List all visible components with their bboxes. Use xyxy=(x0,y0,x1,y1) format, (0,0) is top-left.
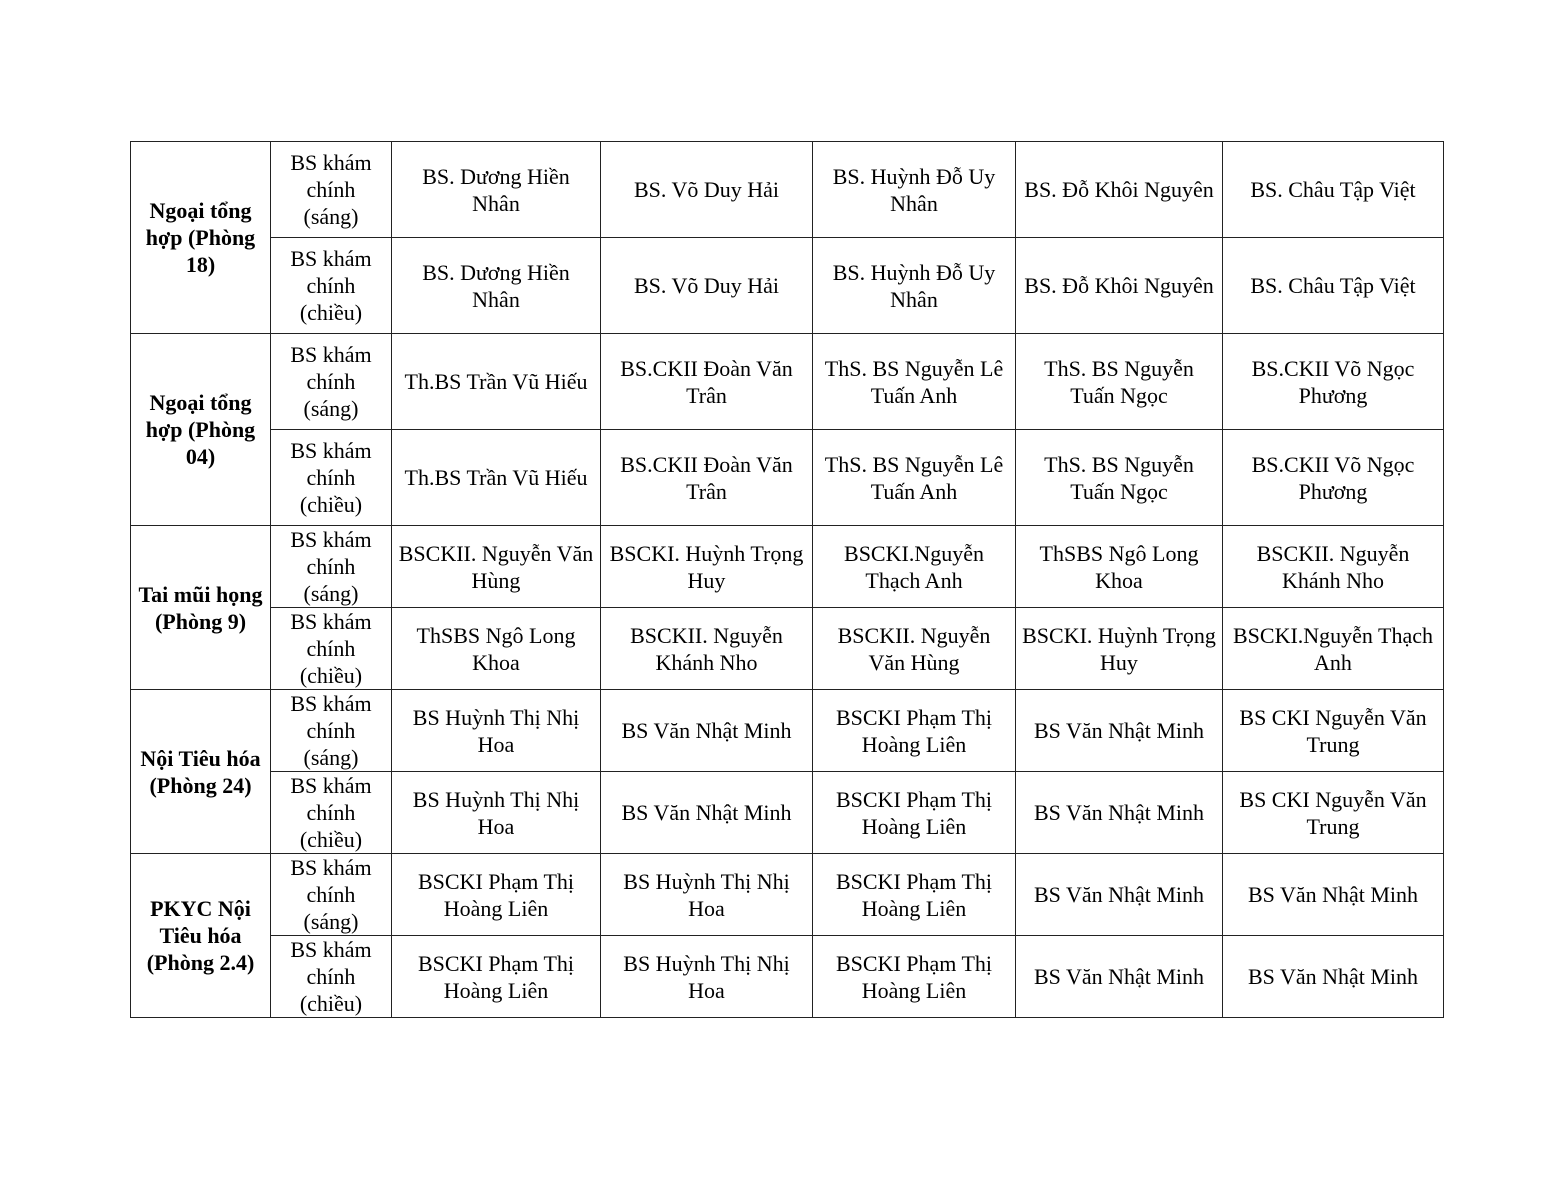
doctor-cell: ThS. BS Nguyễn Lê Tuấn Anh xyxy=(813,334,1016,430)
department-cell: Ngoại tổng hợp (Phòng 18) xyxy=(131,142,271,334)
doctor-cell: BS. Võ Duy Hải xyxy=(601,142,813,238)
doctor-cell: BSCKII. Nguyễn Văn Hùng xyxy=(813,608,1016,690)
shift-cell: BS khám chính (chiều) xyxy=(271,608,392,690)
doctor-cell: ThSBS Ngô Long Khoa xyxy=(1016,526,1223,608)
doctor-cell: BS Văn Nhật Minh xyxy=(1016,936,1223,1018)
doctor-cell: BSCKI. Huỳnh Trọng Huy xyxy=(601,526,813,608)
doctor-cell: Th.BS Trần Vũ Hiếu xyxy=(392,430,601,526)
table-row xyxy=(131,772,1444,854)
doctor-cell: BS Huỳnh Thị Nhị Hoa xyxy=(392,772,601,854)
table-row xyxy=(131,608,1444,690)
doctor-cell: BS Huỳnh Thị Nhị Hoa xyxy=(601,854,813,936)
shift-cell: BS khám chính (chiều) xyxy=(271,936,392,1018)
department-cell: PKYC Nội Tiêu hóa (Phòng 2.4) xyxy=(131,854,271,1018)
shift-cell: BS khám chính (sáng) xyxy=(271,690,392,772)
doctor-cell: BSCKI Phạm Thị Hoàng Liên xyxy=(813,772,1016,854)
table-row xyxy=(131,936,1444,1018)
doctor-cell: BS. Đỗ Khôi Nguyên xyxy=(1016,142,1223,238)
doctor-cell: BSCKI Phạm Thị Hoàng Liên xyxy=(813,854,1016,936)
doctor-cell: BS Văn Nhật Minh xyxy=(1016,772,1223,854)
department-cell: Ngoại tổng hợp (Phòng 04) xyxy=(131,334,271,526)
doctor-cell: BS. Huỳnh Đỗ Uy Nhân xyxy=(813,238,1016,334)
shift-cell: BS khám chính (sáng) xyxy=(271,142,392,238)
doctor-cell: BS Văn Nhật Minh xyxy=(1223,854,1444,936)
table-row xyxy=(131,430,1444,526)
doctor-cell: BSCKII. Nguyễn Khánh Nho xyxy=(1223,526,1444,608)
doctor-cell: BS. Châu Tập Việt xyxy=(1223,238,1444,334)
table-row xyxy=(131,690,1444,772)
doctor-cell: BS. Dương Hiền Nhân xyxy=(392,238,601,334)
doctor-cell: ThS. BS Nguyễn Tuấn Ngọc xyxy=(1016,334,1223,430)
doctor-cell: BS Văn Nhật Minh xyxy=(1016,854,1223,936)
doctor-cell: BSCKI Phạm Thị Hoàng Liên xyxy=(392,936,601,1018)
doctor-cell: BS Văn Nhật Minh xyxy=(601,772,813,854)
department-cell: Nội Tiêu hóa (Phòng 24) xyxy=(131,690,271,854)
doctor-cell: BSCKI. Huỳnh Trọng Huy xyxy=(1016,608,1223,690)
doctor-cell: BS. Châu Tập Việt xyxy=(1223,142,1444,238)
doctor-cell: BS Văn Nhật Minh xyxy=(1016,690,1223,772)
shift-cell: BS khám chính (chiều) xyxy=(271,772,392,854)
doctor-cell: BS.CKII Võ Ngọc Phương xyxy=(1223,430,1444,526)
doctor-cell: BSCKI Phạm Thị Hoàng Liên xyxy=(813,936,1016,1018)
doctor-cell: BS. Võ Duy Hải xyxy=(601,238,813,334)
doctor-cell: BS. Dương Hiền Nhân xyxy=(392,142,601,238)
doctor-cell: ThSBS Ngô Long Khoa xyxy=(392,608,601,690)
table-row xyxy=(131,142,1444,238)
doctor-cell: BSCKI Phạm Thị Hoàng Liên xyxy=(392,854,601,936)
doctor-cell: BSCKI Phạm Thị Hoàng Liên xyxy=(813,690,1016,772)
doctor-cell: BSCKII. Nguyễn Khánh Nho xyxy=(601,608,813,690)
shift-cell: BS khám chính (sáng) xyxy=(271,334,392,430)
doctor-cell: BS.CKII Đoàn Văn Trân xyxy=(601,334,813,430)
doctor-cell: BS Văn Nhật Minh xyxy=(1223,936,1444,1018)
doctor-cell: BS Văn Nhật Minh xyxy=(601,690,813,772)
department-cell: Tai mũi họng (Phòng 9) xyxy=(131,526,271,690)
doctor-cell: BS.CKII Võ Ngọc Phương xyxy=(1223,334,1444,430)
doctor-schedule-table xyxy=(130,141,1444,1018)
table-row xyxy=(131,854,1444,936)
doctor-cell: BS Huỳnh Thị Nhị Hoa xyxy=(392,690,601,772)
doctor-cell: BS CKI Nguyễn Văn Trung xyxy=(1223,772,1444,854)
doctor-cell: ThS. BS Nguyễn Tuấn Ngọc xyxy=(1016,430,1223,526)
table-row xyxy=(131,238,1444,334)
table-row xyxy=(131,334,1444,430)
doctor-cell: BS CKI Nguyễn Văn Trung xyxy=(1223,690,1444,772)
shift-cell: BS khám chính (sáng) xyxy=(271,526,392,608)
shift-cell: BS khám chính (chiều) xyxy=(271,238,392,334)
table-row xyxy=(131,526,1444,608)
doctor-cell: BS.CKII Đoàn Văn Trân xyxy=(601,430,813,526)
shift-cell: BS khám chính (chiều) xyxy=(271,430,392,526)
doctor-cell: Th.BS Trần Vũ Hiếu xyxy=(392,334,601,430)
doctor-cell: BS. Huỳnh Đỗ Uy Nhân xyxy=(813,142,1016,238)
doctor-cell: BS. Đỗ Khôi Nguyên xyxy=(1016,238,1223,334)
shift-cell: BS khám chính (sáng) xyxy=(271,854,392,936)
doctor-cell: ThS. BS Nguyễn Lê Tuấn Anh xyxy=(813,430,1016,526)
doctor-cell: BSCKI.Nguyễn Thạch Anh xyxy=(1223,608,1444,690)
doctor-cell: BS Huỳnh Thị Nhị Hoa xyxy=(601,936,813,1018)
doctor-cell: BSCKII. Nguyễn Văn Hùng xyxy=(392,526,601,608)
doctor-cell: BSCKI.Nguyễn Thạch Anh xyxy=(813,526,1016,608)
